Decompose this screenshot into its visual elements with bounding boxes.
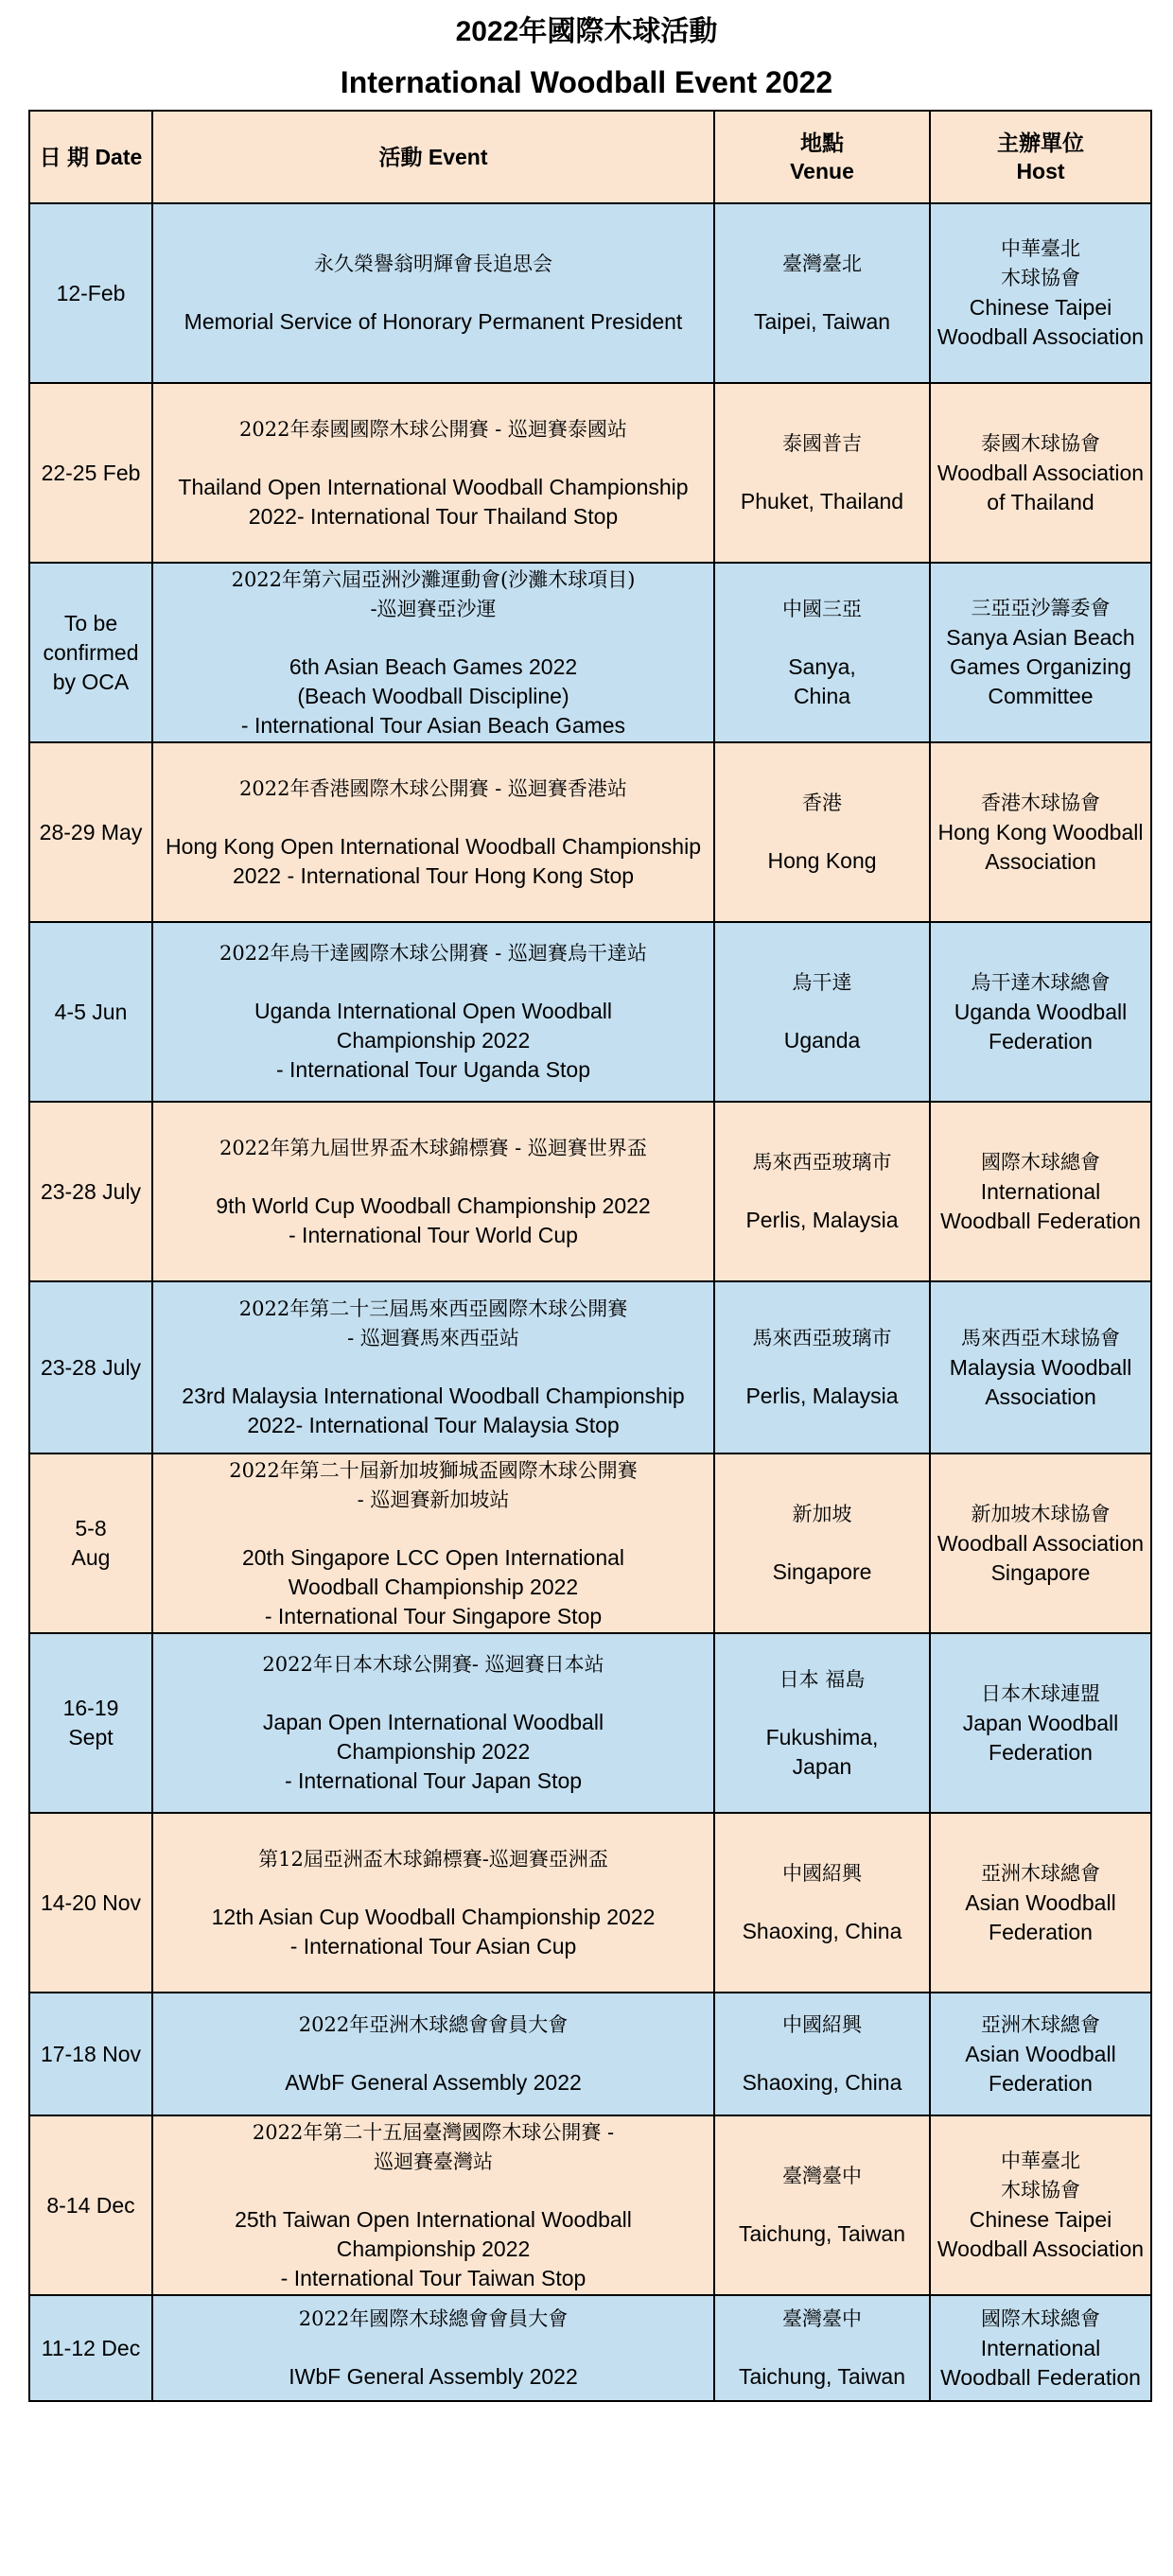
- date-text: 16-19: [62, 1696, 119, 1720]
- host-en: Uganda Woodball Federation: [954, 999, 1128, 1053]
- venue-en: Japan: [792, 1753, 852, 1779]
- event-name-zh: -巡迴賽亞沙運: [370, 597, 497, 620]
- host-zh: 烏干達木球總會: [971, 970, 1111, 994]
- spacer: [157, 968, 709, 997]
- cell-host: [930, 383, 1151, 563]
- host-en: Japan Woodball Federation: [962, 1710, 1119, 1765]
- spacer: [719, 2191, 925, 2219]
- event-name-en: Woodball Championship 2022: [288, 1574, 579, 1599]
- venue-en: Shaoxing, China: [742, 1919, 902, 1943]
- cell-venue: [714, 1813, 930, 1993]
- event-name-zh: 2022年第六屆亞洲沙灘運動會(沙灘木球項目): [231, 567, 636, 591]
- spacer: [157, 624, 709, 653]
- cell-event: [152, 2115, 714, 2295]
- date-text: 17-18 Nov: [40, 2041, 142, 2066]
- date-text: 14-20 Nov: [40, 1889, 142, 1915]
- spacer: [719, 2040, 925, 2068]
- date-text: 22-25 Feb: [41, 460, 141, 485]
- date-text: Sept: [68, 1725, 114, 1749]
- host-zh: 亞洲木球總會: [981, 1861, 1100, 1885]
- event-name-en: - International Tour Asian Cup: [289, 1933, 577, 1958]
- date-text: 11-12 Dec: [41, 2335, 141, 2360]
- venue-en: Singapore: [772, 1559, 872, 1584]
- venue-zh: 香港: [802, 792, 842, 814]
- cell-event: [152, 922, 714, 1102]
- host-zh: 泰國木球協會: [981, 431, 1100, 455]
- host-zh: 木球協會: [1001, 2179, 1080, 2202]
- cell-host: [930, 1993, 1151, 2115]
- cell-event: [152, 1102, 714, 1281]
- venue-zh: 馬來西亞玻璃市: [752, 1327, 892, 1349]
- venue-zh: 泰國普吉: [782, 432, 862, 455]
- event-name-en: 25th Taiwan Open International Woodball: [235, 2206, 632, 2232]
- page-title-english: International Woodball Event 2022: [340, 65, 833, 99]
- host-en: Hong Kong Woodball Association: [937, 819, 1144, 874]
- cell-date: [29, 1633, 152, 1813]
- venue-en: Perlis, Malaysia: [745, 1208, 899, 1232]
- spacer: [719, 998, 925, 1026]
- spacer: [157, 444, 709, 473]
- header-host: [930, 111, 1151, 203]
- event-name-en: IWbF General Assembly 2022: [289, 2364, 578, 2389]
- event-name-en: - International Tour Taiwan Stop: [280, 2265, 586, 2290]
- host-zh: 國際木球總會: [981, 1150, 1100, 1174]
- cell-venue: [714, 1633, 930, 1813]
- header-venue-en: Venue: [790, 159, 854, 183]
- cell-venue: [714, 383, 930, 563]
- cell-date: [29, 742, 152, 922]
- host-zh: 中華臺北: [1001, 237, 1080, 260]
- spacer: [157, 1515, 709, 1543]
- event-name-zh: 2022年國際木球總會會員大會: [298, 2307, 569, 2330]
- cell-event: [152, 1281, 714, 1453]
- header-host-zh: 主辦單位: [997, 131, 1084, 155]
- event-name-zh: 2022年第二十屆新加坡獅城盃國際木球公開賽: [229, 1458, 638, 1482]
- spacer: [157, 2334, 709, 2362]
- spacer: [157, 1680, 709, 1708]
- event-name-zh: 第12屆亞洲盃木球錦標賽-巡迴賽亞洲盃: [258, 1847, 608, 1871]
- host-zh: 馬來西亞木球協會: [961, 1326, 1120, 1349]
- date-text: 28-29 May: [39, 819, 143, 844]
- venue-en: Phuket, Thailand: [740, 489, 904, 513]
- event-name-zh: 2022年第九屆世界盃木球錦標賽 - 巡迴賽世界盃: [219, 1136, 647, 1159]
- cell-date: [29, 1813, 152, 1993]
- table-row: [29, 1281, 1151, 1453]
- event-name-zh: 2022年第二十五屆臺灣國際木球公開賽 -: [252, 2120, 615, 2144]
- venue-zh: 臺灣臺中: [782, 2307, 862, 2330]
- event-name-zh: - 巡迴賽新加坡站: [357, 1488, 510, 1511]
- host-en: Sanya Asian Beach Games Organizing Committee: [946, 625, 1135, 708]
- cell-date: [29, 383, 152, 563]
- table-row: [29, 1993, 1151, 2115]
- host-en: International Woodball Federation: [940, 2335, 1141, 2390]
- cell-date: [29, 563, 152, 742]
- table-row: [29, 2295, 1151, 2401]
- event-name-en: 6th Asian Beach Games 2022: [289, 653, 578, 679]
- cell-host: [930, 922, 1151, 1102]
- cell-venue: [714, 1281, 930, 1453]
- page-title-chinese: 2022年國際木球活動: [455, 16, 718, 47]
- host-en: Chinese Taipei Woodball Association: [937, 2207, 1145, 2261]
- table-header-row: [29, 111, 1151, 203]
- table-row: [29, 1102, 1151, 1281]
- event-name-en: Championship 2022: [336, 2236, 531, 2261]
- event-name-zh: 2022年日本木球公開賽- 巡迴賽日本站: [262, 1653, 604, 1676]
- venue-zh: 中國紹興: [782, 1862, 862, 1885]
- venue-zh: 臺灣臺北: [782, 252, 862, 275]
- host-en: Chinese Taipei Woodball Association: [937, 295, 1145, 349]
- event-name-zh: 2022年第二十三屆馬來西亞國際木球公開賽: [238, 1297, 628, 1320]
- event-name-en: Championship 2022: [336, 1739, 531, 1764]
- date-text: 23-28 July: [40, 1178, 142, 1204]
- date-text: 23-28 July: [40, 1354, 142, 1380]
- cell-venue: [714, 1453, 930, 1633]
- spacer: [157, 279, 709, 307]
- cell-date: [29, 2115, 152, 2295]
- spacer: [157, 1163, 709, 1192]
- venue-zh: 新加坡: [792, 1503, 852, 1525]
- cell-venue: [714, 742, 930, 922]
- host-en: Woodball Association Singapore: [937, 1530, 1145, 1585]
- event-name-en: Championship 2022: [336, 1028, 531, 1053]
- event-name-en: - International Tour World Cup: [289, 1222, 578, 1247]
- venue-en: Taichung, Taiwan: [738, 2221, 906, 2246]
- host-zh: 新加坡木球協會: [971, 1502, 1111, 1525]
- cell-event: [152, 563, 714, 742]
- event-name-zh: 巡迴賽臺灣站: [374, 2150, 493, 2173]
- header-host-en: Host: [1016, 159, 1065, 183]
- event-name-en: 12th Asian Cup Woodball Championship 2022: [211, 1904, 656, 1929]
- cell-event: [152, 1633, 714, 1813]
- event-name-en: - International Tour Uganda Stop: [275, 1057, 591, 1082]
- event-name-en: Uganda International Open Woodball: [254, 999, 613, 1023]
- host-en: International Woodball Federation: [940, 1178, 1141, 1233]
- event-name-zh: 2022年香港國際木球公開賽 - 巡迴賽香港站: [239, 776, 627, 800]
- spacer: [719, 624, 925, 653]
- event-name-en: 20th Singapore LCC Open International: [241, 1544, 625, 1570]
- event-name-en: 23rd Malaysia International Woodball Championship 2022- International Tour Malaysia Stop: [182, 1384, 685, 1437]
- event-name-en: Thailand Open International Woodball Championship 2022- International Tour Thailand Stop: [178, 474, 689, 529]
- event-name-en: 9th World Cup Woodball Championship 2022: [216, 1192, 651, 1218]
- cell-host: [930, 1633, 1151, 1813]
- spacer: [719, 1695, 925, 1723]
- venue-zh: 臺灣臺中: [782, 2165, 862, 2187]
- spacer: [719, 279, 925, 307]
- venue-en: China: [793, 683, 851, 708]
- table-row: [29, 2115, 1151, 2295]
- spacer: [157, 1353, 709, 1382]
- cell-date: [29, 203, 152, 383]
- cell-venue: [714, 2115, 930, 2295]
- table-row: [29, 1453, 1151, 1633]
- venue-zh: 烏干達: [792, 971, 852, 994]
- cell-date: [29, 2295, 152, 2401]
- cell-host: [930, 1813, 1151, 1993]
- spacer: [719, 2334, 925, 2362]
- header-date: 日 期 Date: [29, 111, 152, 203]
- host-en: Asian Woodball Federation: [965, 2041, 1116, 2096]
- host-zh: 中華臺北: [1001, 2150, 1080, 2172]
- table-row: [29, 563, 1151, 742]
- spacer: [157, 2040, 709, 2068]
- cell-host: [930, 1281, 1151, 1453]
- date-text: 12-Feb: [56, 280, 126, 305]
- date-text: 5-8: [75, 1516, 107, 1540]
- host-zh: 三亞亞沙籌委會: [971, 597, 1111, 619]
- spacer: [719, 1529, 925, 1558]
- header-event: 活動 Event: [152, 111, 714, 203]
- venue-en: Uganda: [783, 1028, 861, 1053]
- event-name-zh: - 巡迴賽馬來西亞站: [347, 1327, 519, 1349]
- cell-host: [930, 2115, 1151, 2295]
- venue-en: Perlis, Malaysia: [745, 1384, 899, 1408]
- cell-host: [930, 563, 1151, 742]
- cell-venue: [714, 2295, 930, 2401]
- host-zh: 香港木球協會: [981, 791, 1100, 814]
- cell-date: [29, 1993, 152, 2115]
- events-table: [28, 110, 1152, 2402]
- event-name-en: Japan Open International Woodball: [262, 1710, 604, 1734]
- date-text: 8-14 Dec: [46, 2192, 135, 2218]
- spacer: [719, 1353, 925, 1382]
- host-zh: 國際木球總會: [981, 2306, 1100, 2330]
- cell-host: [930, 203, 1151, 383]
- event-name-en: (Beach Woodball Discipline): [297, 683, 569, 708]
- cell-venue: [714, 563, 930, 742]
- event-name-zh: 2022年亞洲木球總會會員大會: [298, 2013, 569, 2036]
- venue-en: Taichung, Taiwan: [738, 2364, 906, 2389]
- cell-event: [152, 1993, 714, 2115]
- cell-event: [152, 203, 714, 383]
- venue-en: Shaoxing, China: [742, 2070, 902, 2095]
- event-name-en: - International Tour Singapore Stop: [264, 1603, 603, 1628]
- spacer: [157, 804, 709, 832]
- venue-en: Taipei, Taiwan: [753, 309, 891, 334]
- event-name-en: Memorial Service of Honorary Permanent President: [184, 309, 683, 334]
- event-name-zh: 永久榮譽翁明輝會長追思会: [314, 252, 552, 275]
- header-venue: [714, 111, 930, 203]
- host-en: Asian Woodball Federation: [965, 1889, 1116, 1944]
- table-row: [29, 203, 1151, 383]
- spacer: [719, 1888, 925, 1917]
- date-text: Aug: [71, 1545, 111, 1570]
- cell-date: [29, 1102, 152, 1281]
- venue-en: Sanya,: [788, 653, 856, 679]
- venue-zh: 中國紹興: [782, 2013, 862, 2036]
- host-zh: 亞洲木球總會: [981, 2012, 1100, 2036]
- event-name-zh: 2022年泰國國際木球公開賽 - 巡迴賽泰國站: [239, 417, 627, 441]
- spacer: [719, 1177, 925, 1206]
- spacer: [157, 2177, 709, 2205]
- table-row: [29, 922, 1151, 1102]
- spacer: [719, 459, 925, 487]
- cell-date: [29, 1453, 152, 1633]
- venue-en: Hong Kong: [767, 848, 877, 873]
- host-en: Woodball Association of Thailand: [937, 460, 1145, 514]
- event-name-en: Hong Kong Open International Woodball Championship 2022 - International Tour Hong Kong Stop: [165, 833, 701, 888]
- table-row: [29, 742, 1151, 922]
- cell-host: [930, 1453, 1151, 1633]
- venue-zh: 日本 福島: [779, 1667, 866, 1691]
- cell-venue: [714, 1102, 930, 1281]
- cell-venue: [714, 203, 930, 383]
- cell-date: [29, 922, 152, 1102]
- table-row: [29, 1813, 1151, 1993]
- header-venue-zh: 地點: [800, 131, 844, 155]
- cell-host: [930, 742, 1151, 922]
- spacer: [719, 818, 925, 846]
- spacer: [157, 1874, 709, 1903]
- event-name-en: - International Tour Japan Stop: [284, 1768, 583, 1793]
- venue-zh: 馬來西亞玻璃市: [752, 1151, 892, 1174]
- cell-date: [29, 1281, 152, 1453]
- host-en: Malaysia Woodball Association: [949, 1354, 1132, 1409]
- cell-event: [152, 742, 714, 922]
- date-text: To be confirmed by OCA: [43, 610, 139, 694]
- cell-host: [930, 1102, 1151, 1281]
- cell-venue: [714, 1993, 930, 2115]
- host-zh: 日本木球連盟: [981, 1681, 1100, 1705]
- table-row: [29, 383, 1151, 563]
- cell-event: [152, 2295, 714, 2401]
- cell-host: [930, 2295, 1151, 2401]
- table-row: [29, 1633, 1151, 1813]
- host-zh: 木球協會: [1001, 267, 1080, 289]
- venue-zh: 中國三亞: [782, 597, 862, 620]
- event-name-en: - International Tour Asian Beach Games: [240, 712, 626, 738]
- event-name-zh: 2022年烏干達國際木球公開賽 - 巡迴賽烏干達站: [219, 942, 647, 965]
- cell-event: [152, 1813, 714, 1993]
- cell-event: [152, 1453, 714, 1633]
- venue-en: Fukushima,: [765, 1724, 879, 1749]
- cell-venue: [714, 922, 930, 1102]
- date-text: 4-5 Jun: [54, 999, 128, 1024]
- event-name-en: AWbF General Assembly 2022: [285, 2070, 582, 2095]
- cell-event: [152, 383, 714, 563]
